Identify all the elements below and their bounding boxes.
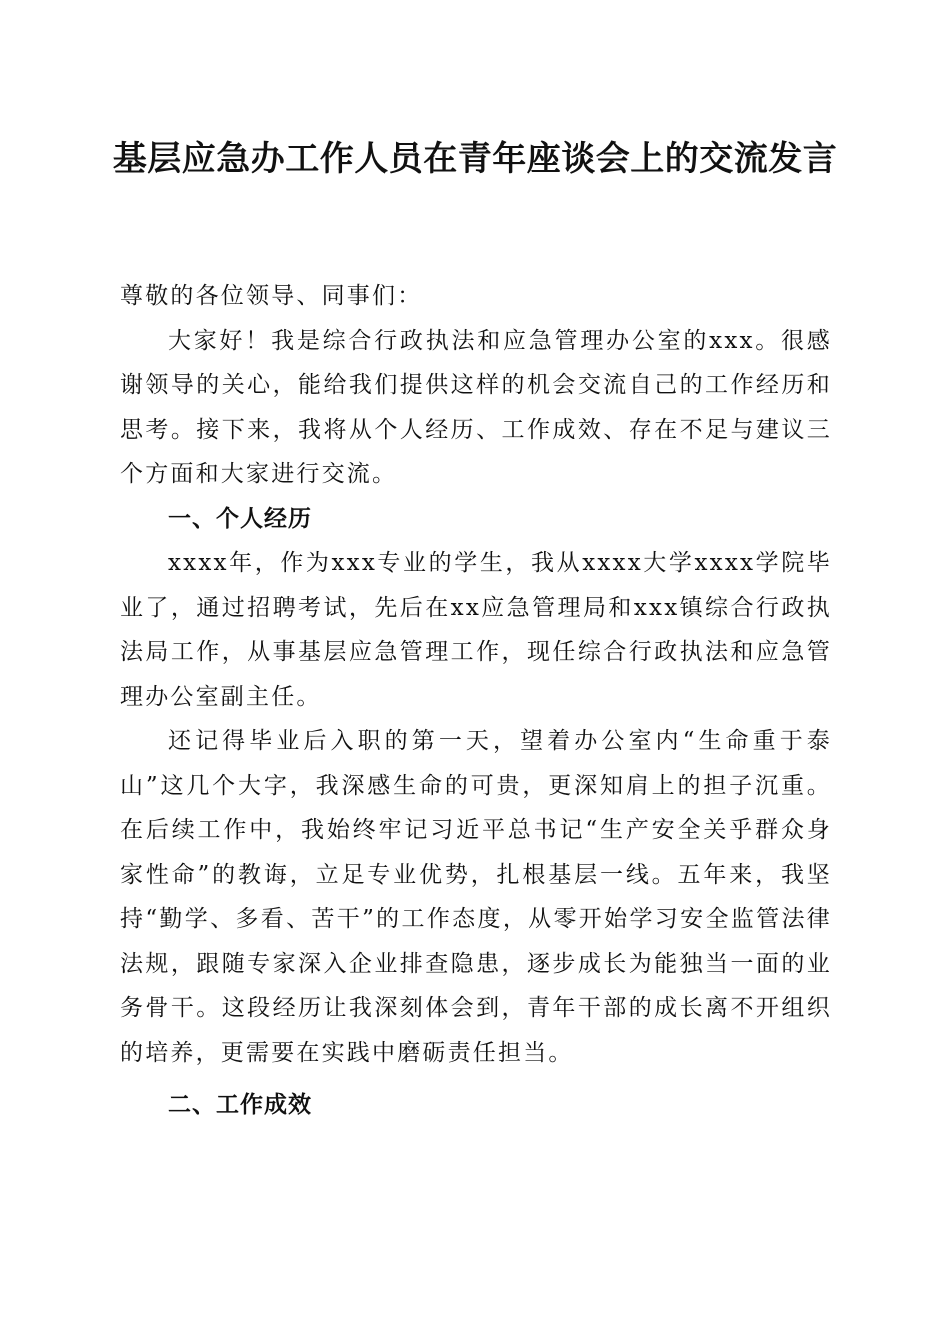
section-heading-work-results: 二、工作成效 [168,1092,312,1118]
section1-paragraph: 还记得毕业后入职的第一天，望着办公室内“生命重于泰山”这几个大字，我深感生命的可贵，更深知肩上的担子沉重。在后续工作中，我始终牢记习近平总书记“生产安全关乎群众身家性命”的教诲，立足专业优势，扎根基层一线。五年来，我坚持“勤学、多看、苦干”的工作态度，从零开始学习安全监管法律法规，跟随专家深入企业排查隐患，逐步成长为能独当一面的业务骨干。这段经历让我深刻体会到，青年干部的成长离不开组织的培养，更需要在实践中磨砺责任担当。 [120,728,832,1066]
salutation: 尊敬的各位领导、同事们： [120,283,423,309]
intro-paragraph: 大家好！我是综合行政执法和应急管理办公室的xxx。很感谢领导的关心，能给我们提供这样的机会交流自己的工作经历和思考。接下来，我将从个人经历、工作成效、存在不足与建议三个方面和大家进行交流。 [120,327,832,487]
document-body [120,274,832,1128]
section-heading-personal-experience: 一、个人经历 [168,505,312,532]
document-title: 基层应急办工作人员在青年座谈会上的交流发言 [112,139,838,179]
section1-paragraph: xxxx年，作为xxx专业的学生，我从xxxx大学xxxx学院毕业了，通过招聘考试，先后在xx应急管理局和xxx镇综合行政执法局工作，从事基层应急管理工作，现任综合行政执法和应急管理办公室副主任。 [120,550,832,710]
